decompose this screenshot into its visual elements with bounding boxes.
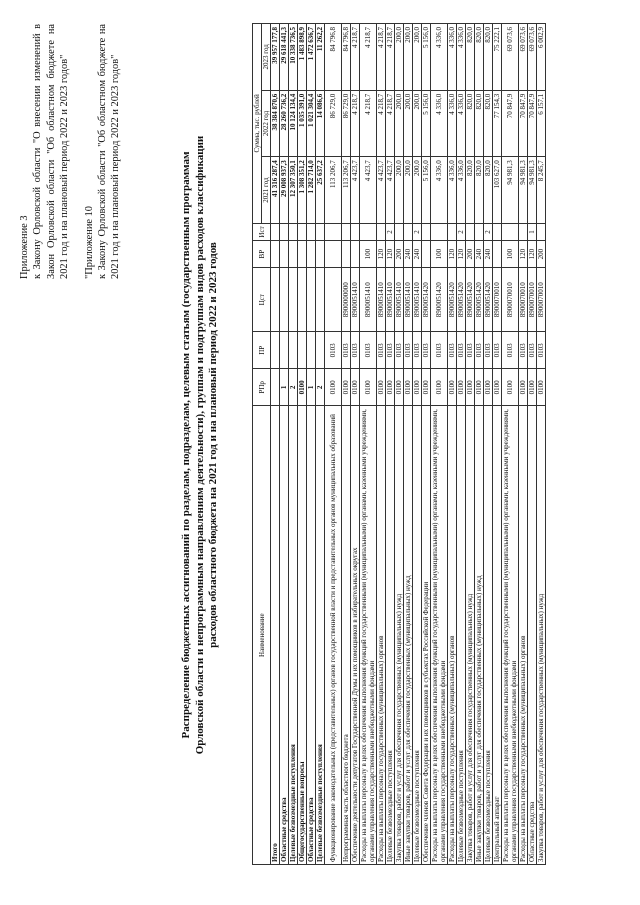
row-ist — [325, 223, 342, 240]
table-row — [280, 24, 289, 865]
row-rzpr: 0100 — [475, 369, 484, 406]
row-ist — [519, 223, 528, 240]
row-pr — [316, 332, 325, 369]
row-pr: 0103 — [466, 332, 475, 369]
row-sum-2023: 4 336,0 — [431, 24, 448, 91]
row-name: Общегосударственные вопросы — [298, 406, 307, 865]
table-row — [386, 24, 395, 865]
row-sum-2021: 4 423,7 — [351, 157, 360, 224]
row-sum-2022: 5 156,0 — [422, 90, 431, 157]
row-sum-2022: 4 218,7 — [351, 90, 360, 157]
row-rzpr: 0100 — [457, 369, 466, 406]
header-year-2023: 2023 год — [262, 24, 271, 91]
row-pr — [289, 332, 298, 369]
row-vr — [316, 241, 325, 268]
row-vr: 240 — [404, 241, 413, 268]
budget-table — [252, 23, 546, 865]
row-sum-2022: 820,0 — [466, 90, 475, 157]
row-sum-2021: 25 637,2 — [316, 157, 325, 224]
row-cst: 8900070010 — [537, 268, 546, 332]
row-pr — [298, 332, 307, 369]
row-sum-2021: 820,0 — [484, 157, 493, 224]
row-sum-2023: 6 002,9 — [537, 24, 546, 91]
row-sum-2021: 4 423,7 — [377, 157, 386, 224]
row-sum-2023: 39 957 177,8 — [271, 24, 280, 91]
row-name: Целевые безвозмездные поступления — [289, 406, 298, 865]
row-rzpr: 2 — [289, 369, 298, 406]
row-cst: 8900051410 — [360, 268, 377, 332]
row-cst — [307, 268, 316, 332]
row-sum-2023: 11 262,2 — [316, 24, 325, 91]
row-rzpr: 0100 — [448, 369, 457, 406]
row-sum-2021: 200,0 — [404, 157, 413, 224]
row-pr: 0103 — [457, 332, 466, 369]
row-pr: 0103 — [537, 332, 546, 369]
row-cst: 8900000000 — [342, 268, 351, 332]
row-rzpr: 0100 — [404, 369, 413, 406]
row-sum-2023: 84 796,8 — [325, 24, 342, 91]
row-sum-2021: 94 981,3 — [519, 157, 528, 224]
row-sum-2022: 86 729,0 — [325, 90, 342, 157]
row-sum-2022: 70 847,9 — [502, 90, 519, 157]
row-ist: 2 — [413, 223, 422, 240]
row-cst: 8900070010 — [519, 268, 528, 332]
budget-table-body — [271, 24, 546, 865]
row-vr: 120 — [457, 241, 466, 268]
row-cst: 8900051420 — [457, 268, 466, 332]
row-ist: 2 — [386, 223, 395, 240]
row-sum-2022: 77 154,3 — [493, 90, 502, 157]
row-sum-2021: 4 336,0 — [457, 157, 466, 224]
table-row — [422, 24, 431, 865]
row-ist — [537, 223, 546, 240]
row-vr — [280, 241, 289, 268]
row-pr — [280, 332, 289, 369]
row-vr: 100 — [431, 241, 448, 268]
row-ist — [298, 223, 307, 240]
document-header — [18, 24, 123, 279]
row-name: Расходы на выплаты персоналу в целях обеспечения выполнения функций государственными (муниципальными) органами, казенными учреждениями, органами управления государственными внебюджетными фондами — [360, 406, 377, 865]
row-pr: 0103 — [493, 332, 502, 369]
table-row — [404, 24, 413, 865]
row-name: Областные средства — [528, 406, 537, 865]
row-pr: 0103 — [484, 332, 493, 369]
row-rzpr: 0100 — [431, 369, 448, 406]
table-row — [289, 24, 298, 865]
row-vr — [351, 241, 360, 268]
row-name: Обеспечение деятельности депутатов Государственной Думы и их помощников в избирательных округах — [351, 406, 360, 865]
row-sum-2021: 8 245,7 — [537, 157, 546, 224]
row-rzpr: 0100 — [422, 369, 431, 406]
row-name: Целевые безвозмездные поступления — [316, 406, 325, 865]
row-sum-2023: 200,0 — [395, 24, 404, 91]
row-vr — [289, 241, 298, 268]
row-sum-2023: 820,0 — [475, 24, 484, 91]
row-sum-2021: 820,0 — [466, 157, 475, 224]
row-sum-2023: 4 336,0 — [448, 24, 457, 91]
row-sum-2022: 4 336,0 — [431, 90, 448, 157]
original-appendix-reference: к Закону Орловской области "Об областном бюджете на 2021 год и на плановый период 2022 и 2023 годов" — [97, 24, 122, 279]
row-rzpr: 0100 — [493, 369, 502, 406]
row-rzpr: 0100 — [351, 369, 360, 406]
row-name: Областные средства — [280, 406, 289, 865]
appendix-label: Приложение 3 — [19, 215, 30, 279]
row-sum-2021: 820,0 — [475, 157, 484, 224]
row-sum-2023: 75 222,1 — [493, 24, 502, 91]
row-cst: 8900070010 — [493, 268, 502, 332]
header-sum: Сумма, тыс. рублей — [253, 24, 262, 224]
row-cst: 8900051410 — [404, 268, 413, 332]
row-vr: 120 — [519, 241, 528, 268]
header-name: Наименование — [253, 406, 271, 865]
row-name: Расходы на выплаты персоналу в целях обеспечения выполнения функций государственными (муниципальными) органами, казенными учреждениями, органами управления государственными внебюджетными фондами — [431, 406, 448, 865]
row-sum-2021: 200,0 — [413, 157, 422, 224]
row-cst: 8900051420 — [466, 268, 475, 332]
row-name: Функционирование законодательных (представительных) органов государственной власти и представительных органов муниципальных образований — [325, 406, 342, 865]
row-ist: 2 — [484, 223, 493, 240]
original-appendix-label: "Приложение 10 — [83, 206, 95, 279]
row-sum-2023: 4 336,0 — [457, 24, 466, 91]
row-cst: 8900070010 — [528, 268, 537, 332]
row-name: Целевые безвозмездные поступления — [484, 406, 493, 865]
row-rzpr: 0100 — [395, 369, 404, 406]
row-sum-2021: 29 008 937,3 — [280, 157, 289, 224]
row-rzpr: 0100 — [413, 369, 422, 406]
row-sum-2022: 1 021 304,4 — [307, 90, 316, 157]
table-row — [448, 24, 457, 865]
row-sum-2022: 70 847,9 — [519, 90, 528, 157]
row-sum-2023: 84 796,8 — [342, 24, 351, 91]
row-sum-2023: 1 483 898,9 — [298, 24, 307, 91]
row-sum-2023: 4 218,7 — [377, 24, 386, 91]
table-row — [475, 24, 484, 865]
row-pr: 0103 — [325, 332, 342, 369]
row-sum-2021: 5 156,0 — [422, 157, 431, 224]
row-cst: 8900051410 — [351, 268, 360, 332]
table-row — [298, 24, 307, 865]
row-sum-2023: 69 073,6 — [519, 24, 528, 91]
row-sum-2021: 1 308 351,2 — [298, 157, 307, 224]
row-sum-2022: 38 384 870,6 — [271, 90, 280, 157]
row-rzpr: 0100 — [377, 369, 386, 406]
table-row — [395, 24, 404, 865]
table-row — [519, 24, 528, 865]
row-name: Целевые безвозмездные поступления — [457, 406, 466, 865]
row-vr: 200 — [466, 241, 475, 268]
row-vr: 240 — [484, 241, 493, 268]
row-sum-2023: 5 156,0 — [422, 24, 431, 91]
row-sum-2022: 28 260 736,2 — [280, 90, 289, 157]
row-sum-2022: 4 218,7 — [360, 90, 377, 157]
row-rzpr: 1 — [307, 369, 316, 406]
row-name: Непрограммная часть областного бюджета — [342, 406, 351, 865]
table-row — [413, 24, 422, 865]
row-sum-2023: 4 218,7 — [351, 24, 360, 91]
row-sum-2021: 1 282 714,0 — [307, 157, 316, 224]
row-vr — [307, 241, 316, 268]
row-name: Расходы на выплаты персоналу государственных (муниципальных) органов — [519, 406, 528, 865]
table-row — [431, 24, 448, 865]
row-cst: 8900051420 — [431, 268, 448, 332]
row-pr: 0103 — [448, 332, 457, 369]
row-pr: 0103 — [475, 332, 484, 369]
row-vr: 120 — [377, 241, 386, 268]
row-vr — [422, 241, 431, 268]
header-year-2021: 2021 год — [262, 157, 271, 224]
row-cst: 8900051410 — [395, 268, 404, 332]
row-pr: 0103 — [519, 332, 528, 369]
table-row — [307, 24, 316, 865]
row-rzpr: 0100 — [360, 369, 377, 406]
row-vr — [271, 241, 280, 268]
row-ist — [280, 223, 289, 240]
row-pr: 0103 — [404, 332, 413, 369]
table-row — [316, 24, 325, 865]
row-sum-2023: 69 073,6 — [502, 24, 519, 91]
row-cst: 8900051420 — [422, 268, 431, 332]
row-name: Обеспечение членов Совета Федерации и их помощников в субъектах Российской Федерации — [422, 406, 431, 865]
table-row — [528, 24, 537, 865]
row-vr: 120 — [528, 241, 537, 268]
row-sum-2022: 1 035 391,0 — [298, 90, 307, 157]
row-cst: 8900051420 — [475, 268, 484, 332]
row-ist — [289, 223, 298, 240]
row-vr: 120 — [448, 241, 457, 268]
row-sum-2022: 820,0 — [475, 90, 484, 157]
row-sum-2022: 820,0 — [484, 90, 493, 157]
row-ist — [360, 223, 377, 240]
row-vr — [298, 241, 307, 268]
row-sum-2022: 6 157,1 — [537, 90, 546, 157]
row-cst — [289, 268, 298, 332]
row-sum-2022: 200,0 — [413, 90, 422, 157]
row-pr: 0103 — [386, 332, 395, 369]
row-rzpr: 0100 — [528, 369, 537, 406]
row-pr: 0103 — [502, 332, 519, 369]
row-cst — [271, 268, 280, 332]
table-row — [377, 24, 386, 865]
row-name: Закупка товаров, работ и услуг для обеспечения государственных (муниципальных) нужд — [537, 406, 546, 865]
row-cst: 8900051410 — [413, 268, 422, 332]
row-name: Центральный аппарат — [493, 406, 502, 865]
row-vr — [493, 241, 502, 268]
row-rzpr: 0100 — [484, 369, 493, 406]
row-sum-2022: 10 124 134,4 — [289, 90, 298, 157]
row-rzpr: 0100 — [342, 369, 351, 406]
row-rzpr — [271, 369, 280, 406]
row-vr — [342, 241, 351, 268]
row-rzpr: 0100 — [466, 369, 475, 406]
row-cst: 8900051410 — [386, 268, 395, 332]
row-sum-2021: 12 307 350,1 — [289, 157, 298, 224]
row-pr — [307, 332, 316, 369]
row-pr: 0103 — [342, 332, 351, 369]
row-vr: 240 — [475, 241, 484, 268]
row-pr: 0103 — [395, 332, 404, 369]
row-sum-2023: 4 218,7 — [360, 24, 377, 91]
row-name: Расходы на выплаты персоналу государственных (муниципальных) органов — [377, 406, 386, 865]
row-vr: 240 — [413, 241, 422, 268]
row-sum-2021: 200,0 — [395, 157, 404, 224]
row-vr: 200 — [537, 241, 546, 268]
row-ist — [307, 223, 316, 240]
row-ist — [448, 223, 457, 240]
row-pr: 0103 — [413, 332, 422, 369]
row-name: Иные закупки товаров, работ и услуг для обеспечения государственных (муниципальных) нужд — [475, 406, 484, 865]
row-name: Областные средства — [307, 406, 316, 865]
row-ist — [502, 223, 519, 240]
header-year-2022: 2022 год — [262, 90, 271, 157]
row-ist — [271, 223, 280, 240]
row-sum-2022: 4 218,7 — [386, 90, 395, 157]
row-sum-2022: 86 729,0 — [342, 90, 351, 157]
row-sum-2021: 4 423,7 — [360, 157, 377, 224]
row-rzpr: 2 — [316, 369, 325, 406]
row-sum-2022: 70 847,9 — [528, 90, 537, 157]
table-row — [271, 24, 280, 865]
row-ist: 1 — [528, 223, 537, 240]
row-sum-2023: 820,0 — [466, 24, 475, 91]
row-sum-2022: 14 086,6 — [316, 90, 325, 157]
row-ist — [431, 223, 448, 240]
row-sum-2022: 4 218,7 — [377, 90, 386, 157]
row-sum-2023: 200,0 — [404, 24, 413, 91]
row-name: Иные закупки товаров, работ и услуг для обеспечения государственных (муниципальных) нужд — [404, 406, 413, 865]
row-sum-2022: 4 336,0 — [457, 90, 466, 157]
table-row — [537, 24, 546, 865]
row-ist — [316, 223, 325, 240]
row-vr: 100 — [502, 241, 519, 268]
row-sum-2023: 820,0 — [484, 24, 493, 91]
row-rzpr: 0100 — [537, 369, 546, 406]
table-row — [342, 24, 351, 865]
row-name: Целевые безвозмездные поступления — [413, 406, 422, 865]
header-cst: Цст — [253, 268, 271, 332]
row-sum-2021: 41 316 287,4 — [271, 157, 280, 224]
row-ist — [395, 223, 404, 240]
row-rzpr: 0100 — [386, 369, 395, 406]
row-name: Закупка товаров, работ и услуг для обеспечения государственных (муниципальных) нужд — [395, 406, 404, 865]
row-rzpr: 1 — [280, 369, 289, 406]
header-rzpr: РПр — [253, 369, 271, 406]
row-rzpr: 0100 — [519, 369, 528, 406]
row-ist — [377, 223, 386, 240]
row-sum-2023: 10 338 736,5 — [289, 24, 298, 91]
table-row — [502, 24, 519, 865]
row-sum-2023: 4 218,7 — [386, 24, 395, 91]
row-sum-2021: 94 981,3 — [528, 157, 537, 224]
row-pr: 0103 — [377, 332, 386, 369]
row-name: Расходы на выплаты персоналу в целях обеспечения выполнения функций государственными (муниципальными) органами, казенными учреждениями, органами управления государственными внебюджетными фондами — [502, 406, 519, 865]
row-pr: 0103 — [431, 332, 448, 369]
row-sum-2023: 1 472 636,7 — [307, 24, 316, 91]
table-row — [360, 24, 377, 865]
row-sum-2021: 4 336,0 — [431, 157, 448, 224]
appendix-reference: к Закону Орловской области "О внесении изменений в Закон Орловской области "Об областном бюджете на 2021 год и на плановый период 2022 и 2023 годов" — [32, 24, 71, 279]
row-name: Итого — [271, 406, 280, 865]
row-name: Расходы на выплаты персоналу государственных (муниципальных) органов — [448, 406, 457, 865]
row-vr: 100 — [360, 241, 377, 268]
row-sum-2023: 69 073,6 — [528, 24, 537, 91]
row-cst: 8900070010 — [502, 268, 519, 332]
header-pr: ПР — [253, 332, 271, 369]
row-sum-2023: 200,0 — [413, 24, 422, 91]
header-vr: ВР — [253, 241, 271, 268]
table-row — [466, 24, 475, 865]
table-row — [351, 24, 360, 865]
row-name: Целевые безвозмездные поступления — [386, 406, 395, 865]
row-sum-2022: 4 336,0 — [448, 90, 457, 157]
row-sum-2021: 113 206,7 — [325, 157, 342, 224]
row-rzpr: 0100 — [298, 369, 307, 406]
row-ist — [475, 223, 484, 240]
document-title: Распределение бюджетных ассигнований по разделам, подразделам, целевым статьям (государственным программам Орловской области и непрограммным направлениям деятельности), группам и подгруппам видов расходов классификации расходов областного бюджета на 2021 год и на плановый период 2022 и 2023 годов — [180, 135, 220, 755]
header-ist: Ист — [253, 223, 271, 240]
row-sum-2022: 200,0 — [395, 90, 404, 157]
row-ist — [466, 223, 475, 240]
table-row — [493, 24, 502, 865]
row-ist — [404, 223, 413, 240]
row-pr: 0103 — [528, 332, 537, 369]
row-ist — [351, 223, 360, 240]
table-row — [457, 24, 466, 865]
row-ist — [493, 223, 502, 240]
row-sum-2021: 4 336,0 — [448, 157, 457, 224]
row-name: Закупка товаров, работ и услуг для обеспечения государственных (муниципальных) нужд — [466, 406, 475, 865]
row-cst: 8900051410 — [377, 268, 386, 332]
row-sum-2021: 4 423,7 — [386, 157, 395, 224]
row-sum-2022: 200,0 — [404, 90, 413, 157]
row-pr: 0103 — [422, 332, 431, 369]
row-sum-2023: 29 618 441,3 — [280, 24, 289, 91]
row-vr: 200 — [395, 241, 404, 268]
row-vr — [325, 241, 342, 268]
row-sum-2021: 103 627,0 — [493, 157, 502, 224]
row-ist: 2 — [457, 223, 466, 240]
row-cst: 8900051420 — [484, 268, 493, 332]
row-pr: 0103 — [351, 332, 360, 369]
row-cst — [280, 268, 289, 332]
row-cst — [298, 268, 307, 332]
row-ist — [342, 223, 351, 240]
table-row — [484, 24, 493, 865]
table-row — [325, 24, 342, 865]
row-rzpr: 0100 — [502, 369, 519, 406]
row-pr: 0103 — [360, 332, 377, 369]
row-cst — [316, 268, 325, 332]
row-sum-2021: 113 206,7 — [342, 157, 351, 224]
row-cst: 8900051420 — [448, 268, 457, 332]
row-sum-2021: 94 981,3 — [502, 157, 519, 224]
row-vr: 120 — [386, 241, 395, 268]
row-rzpr: 0100 — [325, 369, 342, 406]
row-cst — [325, 268, 342, 332]
row-ist — [422, 223, 431, 240]
row-pr — [271, 332, 280, 369]
